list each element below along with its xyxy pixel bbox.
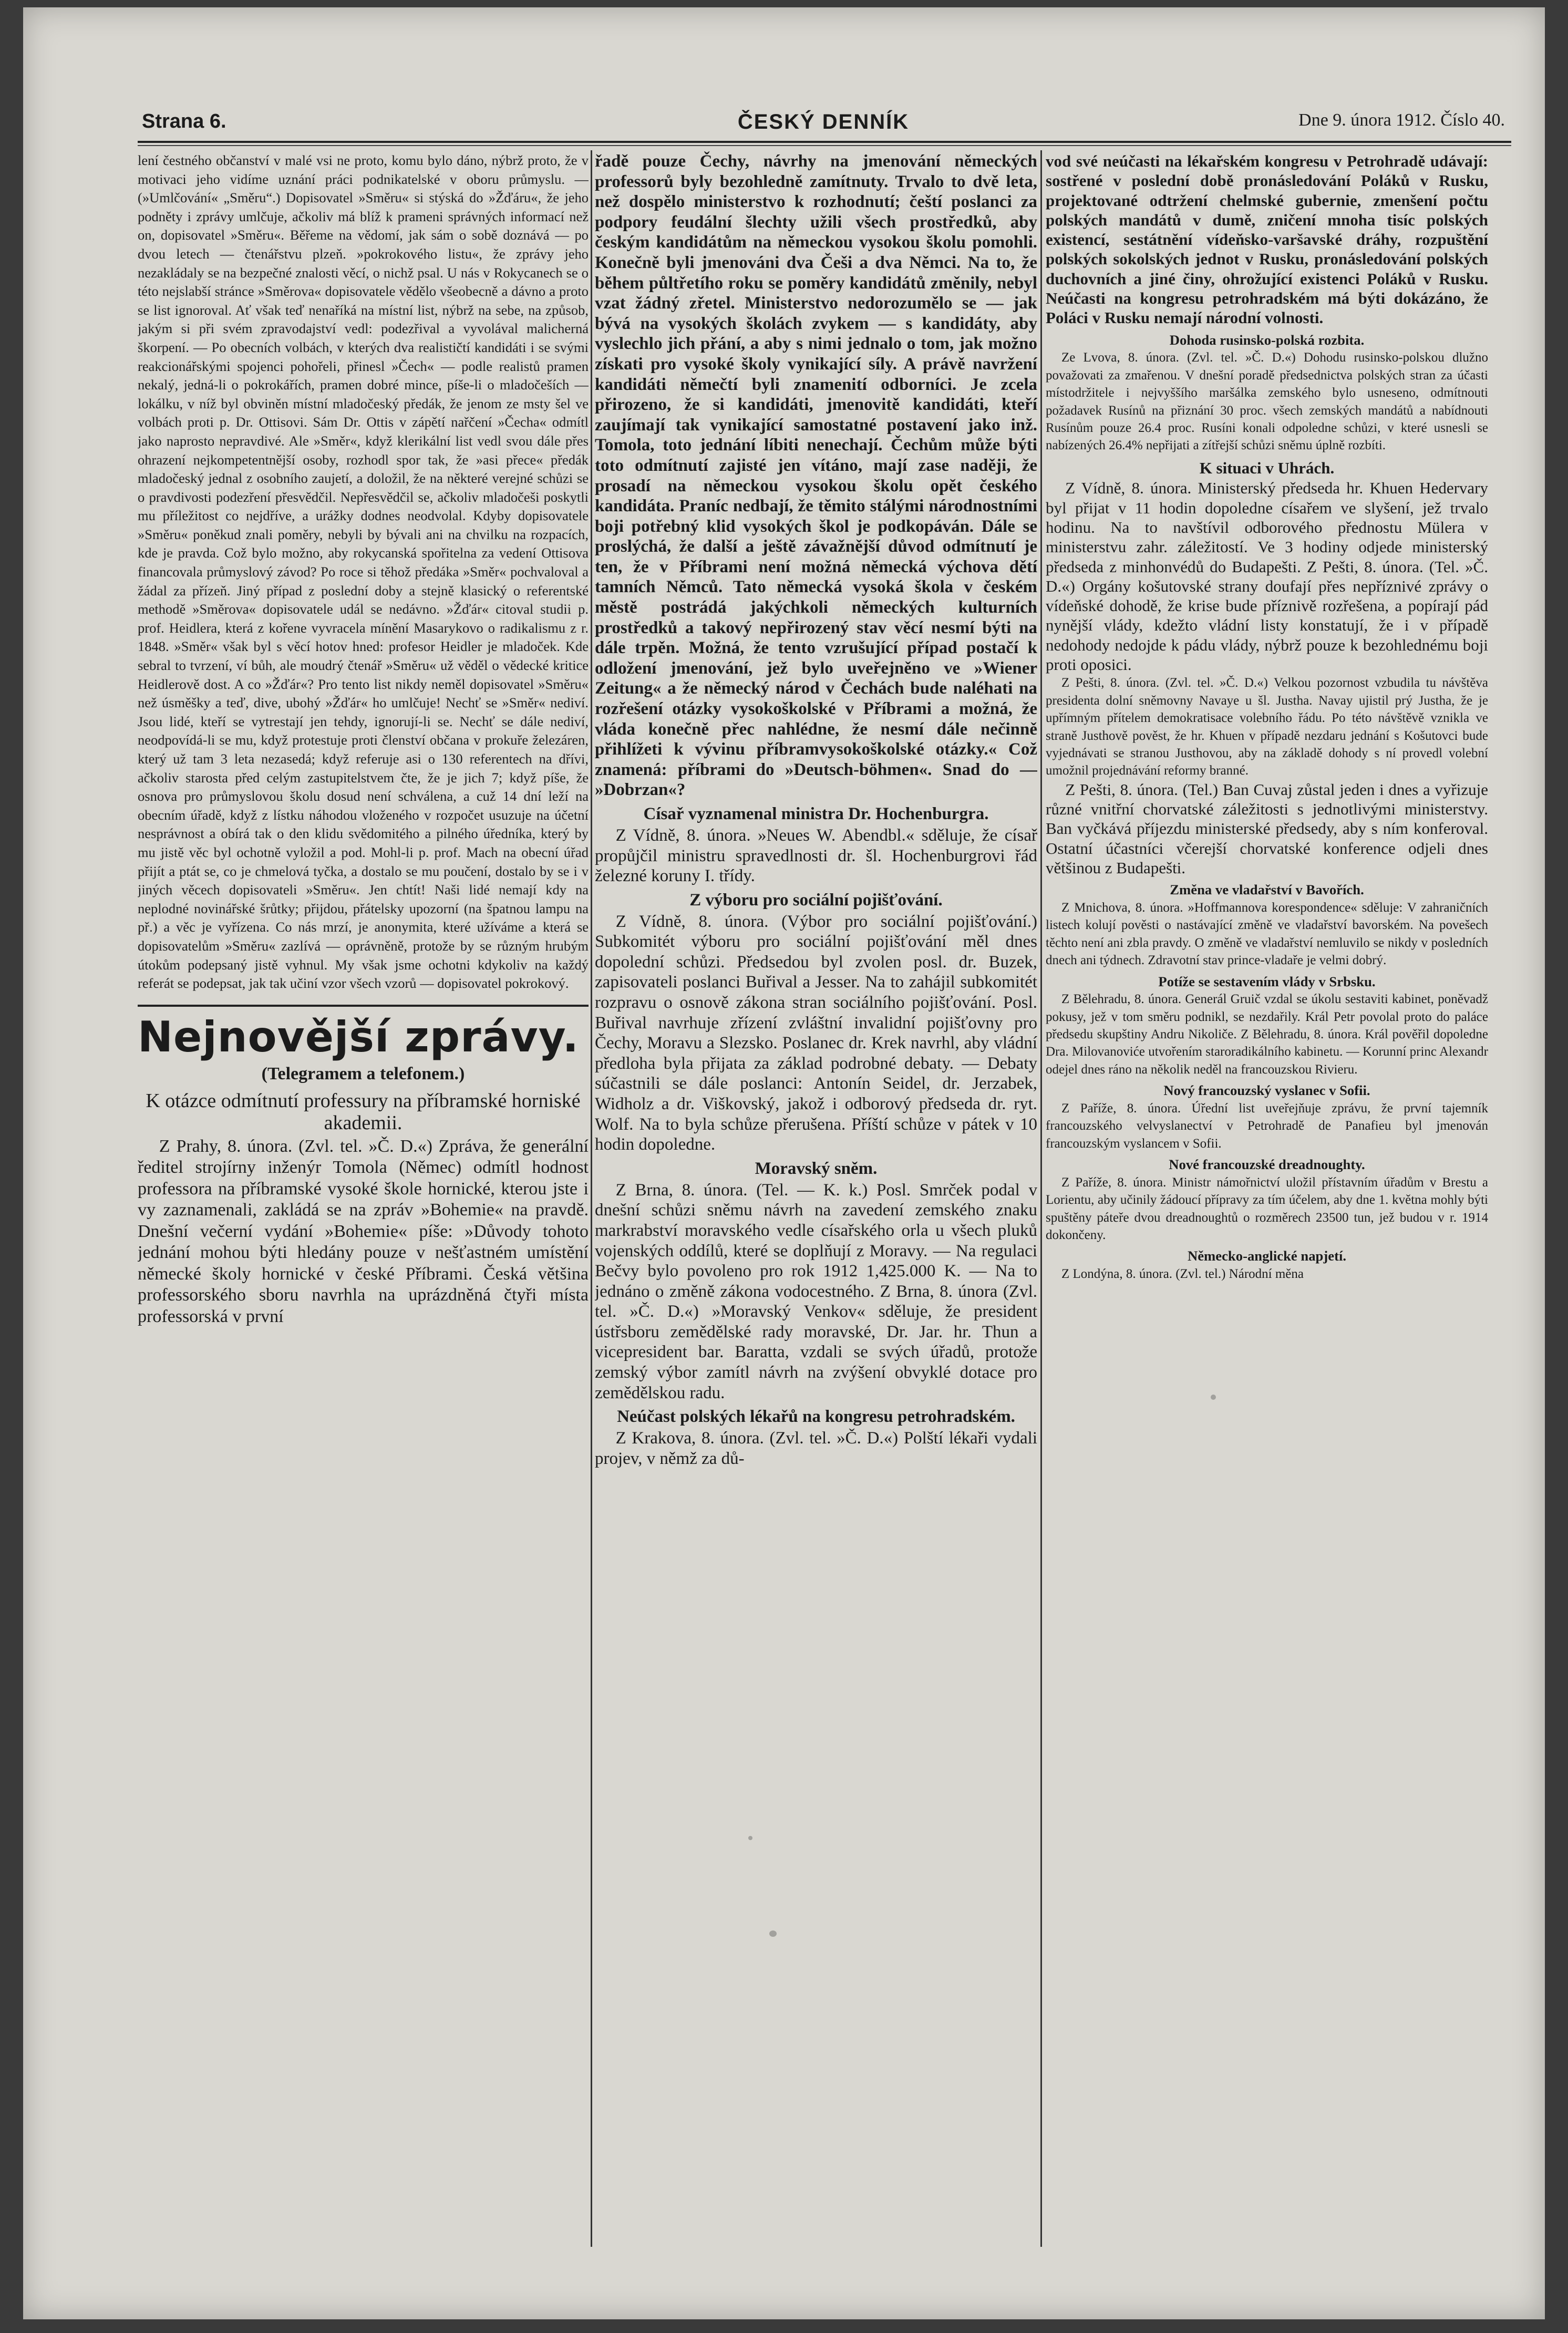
article-heading: Potíže se sestavením vlády v Srbsku. <box>1158 973 1376 989</box>
article-paragraph: Z Bělehradu, 8. února. Generál Gruič vzdal se úkolu sestaviti kabinet, poněvadž pokusy, jež v tom směru podnikl, se nezdařily. Král Petr povolal proto do paláce předsedu skupštiny Andru Nikoliče. Z Bělehradu, 8. února. Král pověřil dopoledne Dra. Milovanoviće utvořením staroradikálního kabinetu. — Korunní princ Alexandr odejel dnes ráno na několik neděl na francouzskou Rivieru. <box>1046 992 1488 1077</box>
article-paragraph: řadě pouze Čechy, návrhy na jmenování německých professorů byly bezohledně zamítnuty. Trvalo to dvě leta, než dospělo ministerstvo k rozhodnutí; čeští poslanci za podpory feudální šlechty užili všech prostředků, aby českým kandidátům na německou vysokou školu pomohli. Konečně byli jmenováni dva Češi a dva Němci. Na to, že během půltřetího roku se poměry kandidátů změnily, nebyl vzat žádný zřetel. Ministerstvo nedorozumělo se — jak bývá na vysokých školách zvykem — s kandidáty, aby vyslechlo jich přání, a aby s nimi jednalo o tom, jak možno získati pro vysoké školy vynikající síly. A právě navržení kandidáti němečtí byli znamenití odborníci. Je zcela přirozeno, že si kandidáti, jmenovitě kandidáti, kteří zaujímají tak vynikající samostatné postavení jako inž. Tomola, toto jednání líbiti nenechají. Čechům může býti toto odmítnutí zajisté jen vítáno, mají zase naději, že prosadí na německou vysokou školu opět českého kandidáta. Praníc nedbají, že těmito stálými národnostními boji potřebný klid vysokých škol je podkopáván. Dále se proslýchá, že další a ještě závažnější důvod odmítnutí je ten, že v Příbrami není možná německá výchova dětí tamních Němců. Tato německá vysoká škola v českém městě postrádá jakýchkoli německých kulturních prostředků a takový nepřirozený stav věcí nesmí býti na dále trpěn. Možná, že tento vzrušující případ postačí k odložení jmenování, jež bylo uveřejněno ve »Wiener Zeitung« a že německý národ v Čechách bude naléhati na rozřešení otázky vysokoškolské v Příbrami a možná, že vláda konečně přec nahlédne, že nesmí dále nečinně přihlížeti k vývinu příbramvysokoškolské otázky.« Což znamená: příbrami do »Deutsch-böhmen«. Snad do — »Dobrzan«? <box>595 152 1037 800</box>
column-3 <box>1046 151 1488 2258</box>
article-paragraph: Z Vídně, 8. února. (Výbor pro sociální pojišťování.) Subkomitét výboru pro sociální pojišťování měl dnes dopolední schůzi. Předsedou byl zvolen posl. dr. Buzek, zapisovateli poslanci Buřival a Jesser. Na to zahájil subkomitét rozpravu o osnově zákona stran sociálního pojišťování. Posl. Buřival navrhuje zřízení zvláštní invalidní pojišťovny pro Čechy, Moravu a Slezsko. Poslanec dr. Krek navrhl, aby vládní předloha byla přijata za základ podrobné debaty. — Debaty súčastnili se dále poslanci: Antonín Seidel, dr. Jerzabek, Widholz a dr. Viškovský, jakož i odborový předseda dr. ryt. Wolf. Na to byla schůze přerušena. Příští schůze v pátek v 10 hodin dopoledne. <box>595 912 1037 1154</box>
page-number: Strana 6. <box>142 110 226 132</box>
column-2 <box>595 151 1037 2258</box>
article-paragraph: Z Vídně, 8. února. »Neues W. Abendbl.« sděluje, že císař propůjčil ministru spravedlnosti dr. šl. Hochenburgrovi řád železné koruny I. třídy. <box>595 825 1037 886</box>
news-section-title: Nejnovější zprávy. <box>138 1005 589 1062</box>
column-1 <box>138 151 589 2258</box>
header-rule-thin <box>138 145 1511 146</box>
article-paragraph: Z Paříže, 8. února. Úřední list uveřejňuje zprávu, že první tajemník francouzského velvyslanectví v Petrohradě de Panafieu byl jmenován francouzským vyslancem v Sofii. <box>1046 1101 1488 1151</box>
article-paragraph: lení čestného občanství v malé vsi ne proto, komu bylo dáno, nýbrž proto, že v motivaci jeho vidíme uznání práci podnikatelské v oboru průmyslu. — (»Umlčování« „Směru“.) Dopisovatel »Směru« si stýská do »Žďáru«, že jeho podněty i zprávy umlčuje, ačkoliv má blíž k prameni správných informací než on, dopisovatel »Směru«. Běřeme na vědomí, jak sám o sobě doznává — po dvou letech — čtenářstvu plzeň. »pokrokového listu«, že zprávy jeho nezakládaly se na bezpečné znalosti věcí, o nichž psal. U nás v Rokycanech se o této nejslabší stránce »Směrova« dopisovatele vědělo všeobecně a dávno a proto se list ignoroval. Ať však teď nenaříká na místní list, nýbrž na sebe, na způsob, jakým si při svém zpravodajství vedl: podezřival a vyvolával malicherná škorpení. — Po obecních volbách, v kterých dva realističtí kandidáti i se svými reakcionářskými spojenci pohořeli, přinesl »Čech« — podle realistů pramen nekalý, jedná-li o pokrokářích, pramen dobré mince, píše-li o mladočeších — lokálku, v níž byl obviněn místní mladočeský předák, že jenom ze msty šel ve volbách proti p. Dr. Ottisovi. Sám Dr. Ottis v zápětí nařčení »Čecha« odmítl jako naprosto nepravdivé. Ale »Směr«, když klerikální list vedl svou dále přes ohrazení nejkompetentnější osoby, rozhodl spor tak, že »asi přece« předák mladočeský jednal z osobního zaujetí, a doložil, že na některé verejné schůzi se o pravdivosti podezření přesvědčil. Nepřesvědčil se, ačkoliv mladočeši poskytli mu příležitost co nejdříve, a urážky dodnes neodvolal. Kdyby dopisovatele »Směru« poněkud znali poměry, nebyli by bývali ani na chvilku na rozpacích, kde je pravda. Což bylo možno, aby rokycanská spořitelna za vedení Ottisova financovala průmyslový závod? Po roce si těhož předáka »Směr« pochvaloval a žádal za přízeň. Jiný případ z poslední doby a stejně klasický o referentské methodě »Směrova« dopisovatele udál se nedávno. »Žďár« citoval studii p. prof. Heidlera, která z kořene vyvracela mínění Masarykovo o radikalismu z r. 1848. »Směr« však byl s věcí hotov hned: profesor Heidler je mladoček. Kde sebral to tvrzení, ví bůh, ale moudrý čtenář »Směru« už věděl o vědecké kritice Heidlerově dost. A co »Žďár«? Pro tento list nikdy neměl dopisovatel »Směru« než úsměšky a teď, dive, ubohý »Žďár« ho umlčuje! Nechť se »Směr« nediví. Jsou lidé, kteří se vytrestají jen tehdy, ignorují-li se. Nechť se dále nediví, neodpovídá-li se mu, když protestuje proti členství občana v prokuře železáren, který už tam 3 leta nezasedá; když referuje asi o 130 referentech na dřívi, ačkoliv starosta před celým zastupitelstvem čte, že je jich 7; když píše, že osnova pro průmyslovou školu dosud není schválena, a cuž 14 dní leží na obecním úřadě, když z lístku náhodou vloženého v rozpočet usuzuje na účetní nesprávnost a obírá tak o den klidu svědomitého a pilného úředníka, který by mu jistě věc byl ochotně vyložil a pod. Mohl-li p. prof. Mach na obecní úřad přijít a ptát se, co je chmelová tyčka, a dostalo se mu poučení, dostalo by se i v jiných věcech dopisovateli »Směru«. Jen chtít! Naši lidé nemají kdy na neplodné novinářské šrůtky; přijdou, přátelsky upozorní (na špatnou lampu na př.) a věc je vyřízena. Co nás mrzí, je anonymita, které užíváme a která se dopisovatelům »Směru« zazlívá — oprávněně, protože by se různým hrubým útokům podepsaný jistě vyhnul. My však jsme ochotni kdykoliv na každý referát se podepsat, jak tak učiní vzor všech vzorů — dopisovatel pokrokový. <box>138 152 589 992</box>
article-paragraph: Z Brna, 8. února. (Tel. — K. k.) Posl. Smrček podal v dnešní schůzi sněmu návrh na zavedení zemského znaku markrabství moravského vedle císařského orla u všech pluků vojenských oddílů, které se doplňují z Moravy. — Na regulaci Bečvy bylo povoleno pro rok 1912 1,425.000 K. — Na to jednáno o změně zákona vodocestného. Z Brna, 8. února (Zvl. tel. »Č. D.«) »Moravský Venkov« sděluje, že president ústřsboru zemědělské rady moravské, Dr. Jar. hr. Thun a vicepresident bar. Baratta, vzdali se svých úřadů, protože zemský výbor zamítl návrh na zvýšení obvyklé dotace pro zemědělskou radu. <box>595 1180 1037 1402</box>
article-heading: K otázce odmítnutí professury na příbramské horniské akademii. <box>146 1089 581 1134</box>
article-paragraph: Ze Lvova, 8. února. (Zvl. tel. »Č. D.«) Dohodu rusinsko-polskou dlužno považovati za zmařenou. V dnešní poradě předsednictva polských stran za účasti místodržitele i nejvyššího maršálka zemského bylo usneseno, odmítnouti požadavek Rusínů na přiznání 30 proc. všech zemských mandátů a nabídnouti Rusínům pouze 26.4 proc. Rusíni konali odpoledne schůzi, v které usnesli se nabízených 26.4% nepřijati a zítřejší schůzi sněmu úplně rozbíti. <box>1046 350 1488 453</box>
article-heading: Dohoda rusinsko-polská rozbita. <box>1169 332 1365 348</box>
article-paragraph: Z Vídně, 8. února. Ministerský předseda hr. Khuen Hedervary byl přijat v 11 hodin dopoledne císařem ve slyšení, jež trvalo hodinu. Na to navštívil odborového přednostu Mülera v ministerstvu zahr. záležitostí. Ve 3 hodiny odjede ministerský předseda z minhonvédů do Budapešti. Z Pešti, 8. února. (Tel. »Č. D.«) Orgány košutovské strany doufají přes nepříznivé zprávy o vídeňské dohodě, že krise bude příznivě rozřešena, a popírají pád nynější vlády, kdežto vládní listy konstatují, že i v případě nedohody nedojde k pádu vlády, nýbrž pouze k bezohlednému boji proti oposici. <box>1046 479 1488 674</box>
article-paragraph: vod své neúčasti na lékařském kongresu v Petrohradě udávají: sostřené v poslední době pronásledování Poláků v Rusku, projektované odtržení chelmské gubernie, zmenšení počtu polských mandátů v dumě, zničení mnoha tisíc polských existencí, sestátnění vídeňsko-varšavské dráhy, rozpuštění polských sokolských jednot v Rusku, pronásledování polských duchovních a jiné činy, ohrožující existenci Poláků v Rusku. Neúčasti na kongresu petrohradském má býti dokázáno, že Poláci v Rusku nemají národní volnosti. <box>1046 152 1488 327</box>
news-section-subtitle: (Telegramem a telefonem.) <box>261 1064 465 1083</box>
issue-date: Dne 9. února 1912. Číslo 40. <box>1298 110 1505 130</box>
article-heading: Nový francouzský vyslanec v Sofii. <box>1163 1082 1370 1099</box>
header-rule <box>138 141 1511 143</box>
column-divider <box>1040 150 1042 2247</box>
article-paragraph: Z Prahy, 8. února. (Zvl. tel. »Č. D.«) Zpráva, že generální ředitel strojírny inženýr Tomola (Němec) odmítl hodnost professora na příbramské vysoké škole hornické, kterou jste i vy zaznamenali, zakládá se na zpráv »Bohemie« na pravdě. Dnešní večerní vydání »Bohemie« píše: »Důvody tohoto jednání mohou býti hledány pouze v nešťastném umístění německé školy hornické v české Příbrami. Česká většina professorského sboru navrhla na uprázdněná čtyři místa professorská v první <box>138 1136 589 1326</box>
article-heading: Nové francouzské dreadnoughty. <box>1169 1157 1365 1173</box>
article-heading: Z výboru pro sociální pojišťování. <box>689 890 943 910</box>
article-paragraph: Z Paříže, 8. února. Ministr námořnictví uložil přístavním úřadům v Brestu a Lorientu, aby učinily žádoucí přípravy za tím účelem, aby dne 1. května mohly býti spuštěny páteře dvou dreadnoughtů o rozměrech 23500 tun, jež budou v r. 1914 dokončeny. <box>1046 1175 1488 1242</box>
article-paragraph: Z Krakova, 8. února. (Zvl. tel. »Č. D.«) Polští lékaři vydali projev, v němž za dů- <box>595 1429 1037 1468</box>
article-paragraph: Z Pešti, 8. února. (Zvl. tel. »Č. D.«) Velkou pozornost vzbudila tu návštěva presidenta dolní sněmovny Navaye u šl. Justha. Navay ujistil prý Justha, že je upřímným přítelem demokratisace volebního řádu. Po této návštěvě vznikla ve straně Justhově pověst, že hr. Khuen v případě nezdaru jednání s Košutovci bude vyjednávati se stranou Justhovou, aby na základě dohody s ní provedl volební umožnil projednávání reformy branné. <box>1046 676 1488 778</box>
article-paragraph: Z Mnichova, 8. února. »Hoffmannova korespondence« sděluje: V zahraničních listech kolují pověsti o nastávající změně ve vladařství bavorském. Na povešech těchto není ani zbla pravdy. O změně ve vladařství nemluvilo se nikdy v posledních dnech ani týdnech. Zdravotní stav prince-vladaře je velmi dobrý. <box>1046 900 1488 968</box>
newspaper-title: ČESKÝ DENNÍK <box>737 110 910 133</box>
article-heading: Změna ve vladařství v Bavořích. <box>1170 882 1364 898</box>
article-heading: Německo-anglické napjetí. <box>1187 1248 1347 1264</box>
page-header <box>142 110 1505 142</box>
article-heading: Neúčast polských lékařů na kongresu petrohradském. <box>617 1407 1015 1427</box>
article-heading: K situaci v Uhrách. <box>1199 458 1335 477</box>
article-paragraph: Z Pešti, 8. února. (Tel.) Ban Cuvaj zůstal jeden i dnes a vyřizuje různé vnitřní chorvatské záležitosti s jednotlivými ministerstvy. Ban vyčkává příjezdu ministerské předsedy, aby s ním konferoval. Ostatní účastníci včerejší chorvatské konference odjeli dnes většinou z Budapešti. <box>1046 780 1488 877</box>
column-divider <box>591 150 592 2247</box>
article-heading: Moravský sněm. <box>755 1159 878 1178</box>
article-paragraph: Z Londýna, 8. února. (Zvl. tel.) Národní měna <box>1061 1266 1304 1281</box>
article-heading: Císař vyznamenal ministra Dr. Hochenburgra. <box>643 804 989 823</box>
